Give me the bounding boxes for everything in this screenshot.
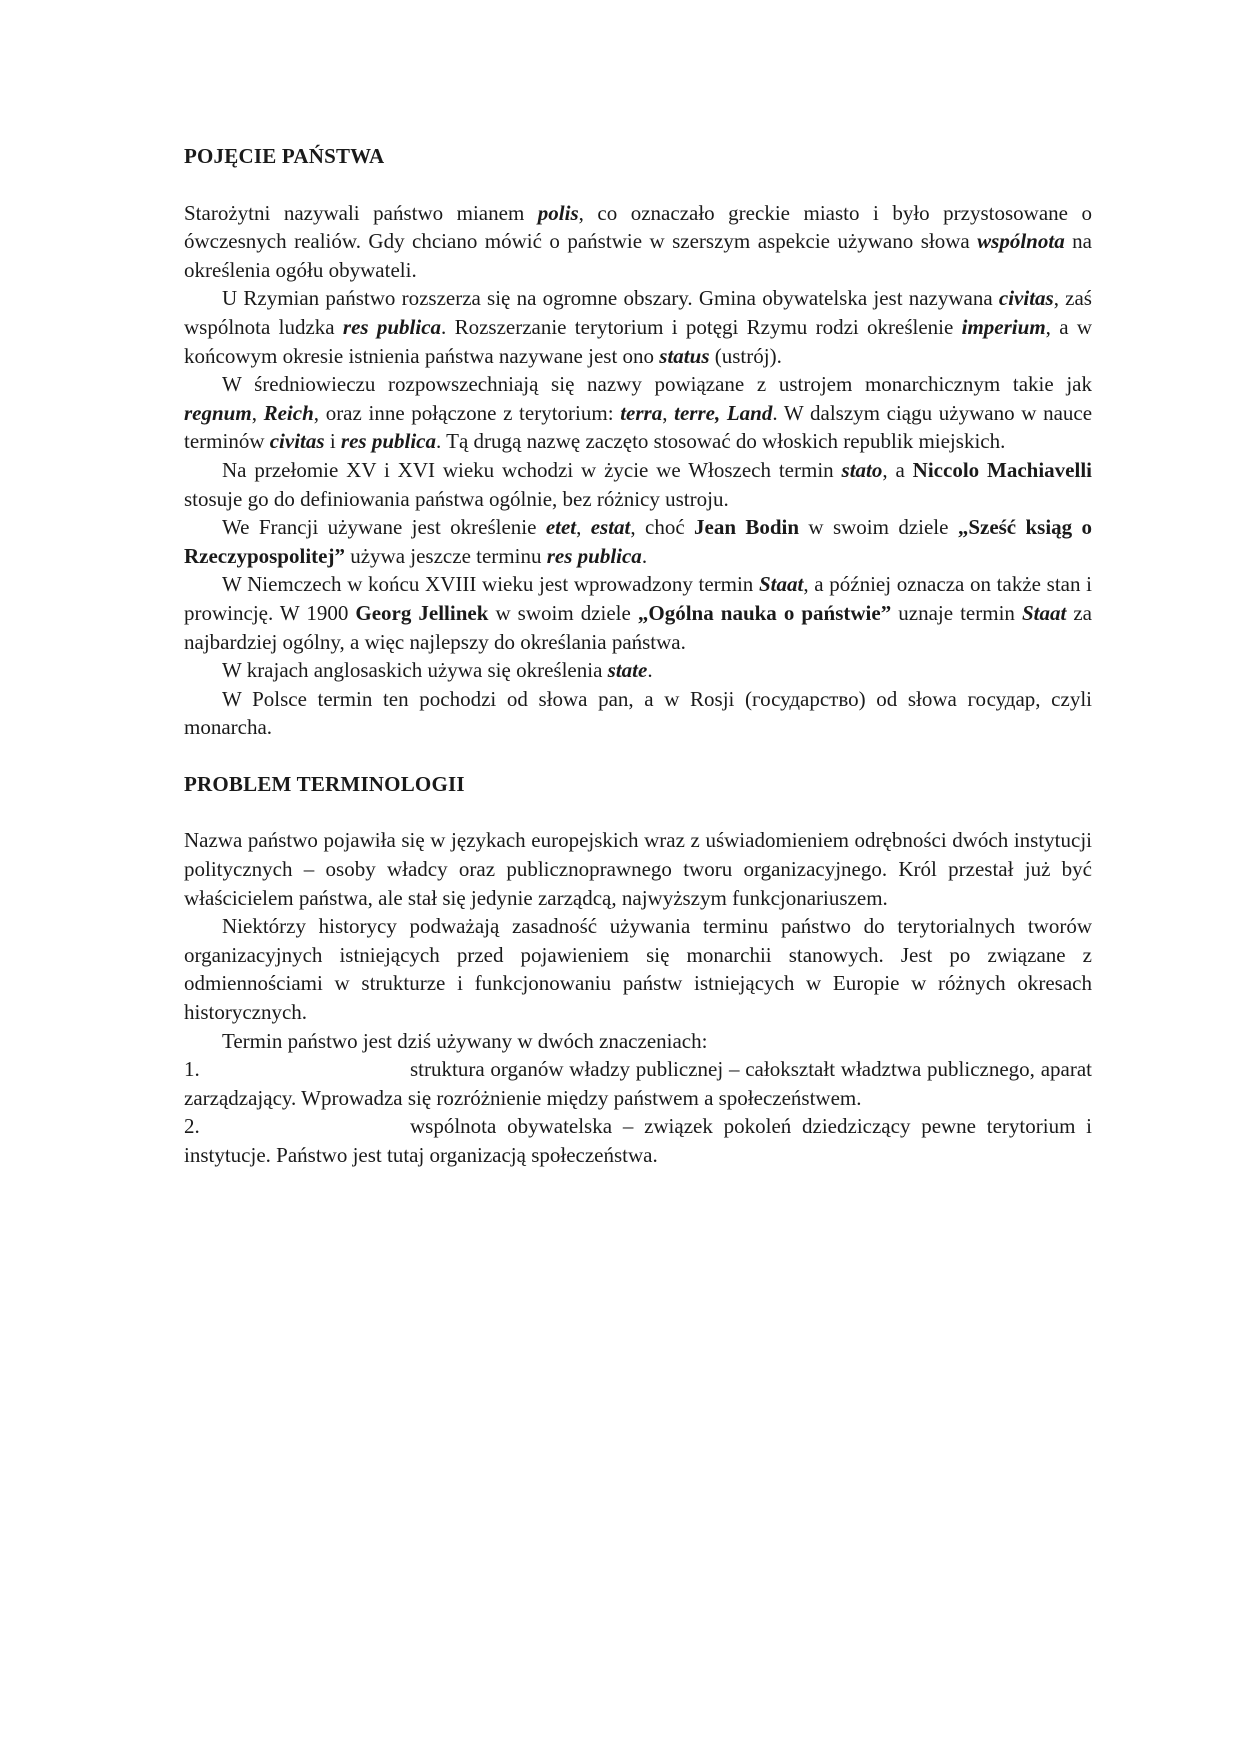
emphasized-term: regnum xyxy=(184,400,252,425)
paragraph xyxy=(184,570,1092,656)
text-run: . Rozszerzanie terytorium i potęgi Rzymu rodzi określenie xyxy=(441,314,962,339)
document-page xyxy=(184,142,1092,1170)
emphasized-term: stato xyxy=(841,457,883,482)
bold-name: Jean Bodin xyxy=(694,515,800,540)
emphasized-term: terra xyxy=(620,400,663,425)
list-item-text: struktura organów władzy publicznej – całokształt władztwa publicznego, aparat zarządzający. Wprowadza się rozróżnienie między państwem a społeczeństwem. xyxy=(184,1057,1092,1110)
emphasized-term: etet xyxy=(545,515,577,540)
heading-problem-terminologii: PROBLEM TERMINOLOGII xyxy=(184,771,465,796)
emphasized-term: civitas xyxy=(998,286,1054,311)
paragraph xyxy=(184,284,1092,370)
text-run: , oraz inne połączone z terytorium: xyxy=(313,400,621,425)
emphasized-term: res publica xyxy=(342,314,442,339)
list-number: 1. xyxy=(184,1057,200,1082)
text-run: , xyxy=(251,400,264,425)
emphasized-term: status xyxy=(659,343,710,368)
text-run: . xyxy=(647,658,653,683)
text-run: używa jeszcze terminu xyxy=(344,543,547,568)
text-run: na określenia ogółu obywateli. xyxy=(184,229,1092,282)
text-run: . Tą drugą nazwę zaczęto stosować do włoskich republik miejskich. xyxy=(436,429,1006,454)
text-run: Nazwa państwo pojawiła się w językach europejskich wraz z uświadomieniem odrębności dwóch instytucji politycznych – osoby władcy oraz publicznoprawnego tworu organizacyjnego. Król przestał już być właścicielem państwa, ale stał się jedynie zarządcą, najwyższym funkcjonariuszem. xyxy=(184,828,1092,910)
paragraph xyxy=(184,826,1092,912)
numbered-list-item xyxy=(184,1112,1092,1169)
paragraph xyxy=(184,370,1092,456)
emphasized-term: Reich xyxy=(263,400,314,425)
text-run: , a w końcowym okresie istnienia państwa nazywane jest ono xyxy=(184,314,1092,368)
text-run: , xyxy=(662,400,675,425)
bold-name: „Ogólna nauka o państwie” xyxy=(637,600,892,625)
text-run: , a xyxy=(882,457,913,482)
text-run: Na przełomie XV i XVI wieku wchodzi w życie we Włoszech termin xyxy=(222,457,842,482)
text-run: uznaje termin xyxy=(891,600,1022,625)
emphasized-term: civitas xyxy=(269,429,325,454)
text-run: Termin państwo jest dziś używany w dwóch znaczeniach: xyxy=(222,1028,708,1053)
list-item-text: wspólnota obywatelska – związek pokoleń dziedziczący pewne terytorium i instytucje. Państwo jest tutaj organizacją społeczeństwa. xyxy=(184,1114,1092,1167)
bold-name: Georg Jellinek xyxy=(355,600,489,625)
bold-name: Niccolo Machiavelli xyxy=(912,457,1092,482)
paragraph xyxy=(184,513,1092,570)
text-run: W krajach anglosaskich używa się określenia xyxy=(222,658,608,683)
paragraph xyxy=(184,685,1092,742)
paragraph xyxy=(184,656,1092,685)
bold-name: „Sześć ksiąg o Rzeczypospolitej” xyxy=(184,515,1093,568)
text-run: W Polsce termin ten pochodzi od słowa pan, a w Rosji (государство) od słowa государ, czyli monarcha. xyxy=(184,686,1092,740)
paragraph xyxy=(184,456,1092,513)
text-run: stosuje go do definiowania państwa ogólnie, bez różnicy ustroju. xyxy=(184,486,729,511)
emphasized-term: Staat xyxy=(758,572,804,597)
emphasized-term: res publica xyxy=(546,543,642,568)
text-run: w swoim dziele xyxy=(799,515,958,540)
text-run: Niektórzy historycy podważają zasadność używania terminu państwo do terytorialnych tworów organizacyjnych istniejących przed pojawieniem się monarchii stanowych. Jest po związane z odmiennościami w strukturze i funkcjonowaniu państw istniejących w Europie w różnych okresach historycznych. xyxy=(184,914,1092,1025)
text-run: W Niemczech w końcu XVIII wieku jest wprowadzony termin xyxy=(222,572,759,597)
emphasized-term: wspólnota xyxy=(977,229,1065,254)
text-run: U Rzymian państwo rozszerza się na ogromne obszary. Gmina obywatelska jest nazywana xyxy=(222,286,999,311)
emphasized-term: polis xyxy=(537,200,579,225)
text-run: , a później oznacza on także stan i prowincję. W 1900 xyxy=(184,572,1092,625)
emphasized-term: terre, Land xyxy=(674,400,773,425)
text-run: , zaś wspólnota ludzka xyxy=(184,286,1092,339)
text-run: . W dalszym ciągu używano w nauce terminów xyxy=(184,400,1093,454)
text-run: We Francji używane jest określenie xyxy=(222,515,546,540)
text-run: . xyxy=(641,543,648,568)
text-run: , xyxy=(576,515,591,540)
emphasized-term: res publica xyxy=(340,429,436,454)
numbered-list-item xyxy=(184,1055,1092,1112)
text-run: w swoim dziele xyxy=(488,600,638,625)
text-run: , choć xyxy=(630,515,695,540)
emphasized-term: imperium xyxy=(961,314,1046,339)
text-run: za najbardziej ogólny, a więc najlepszy do określania państwa. xyxy=(184,600,1092,654)
text-run: (ustrój). xyxy=(709,343,782,368)
text-run: W średniowieczu rozpowszechniają się nazwy powiązane z ustrojem monarchicznym takie jak xyxy=(222,372,1092,397)
paragraph xyxy=(184,912,1092,1026)
paragraph xyxy=(184,199,1092,285)
text-run: , co oznaczało greckie miasto i było przystosowane o ówczesnych realiów. Gdy chciano mówić o państwie w szerszym aspekcie używano słowa xyxy=(184,200,1092,254)
list-number: 2. xyxy=(184,1114,200,1139)
emphasized-term: state xyxy=(607,658,648,683)
text-run: Starożytni nazywali państwo mianem xyxy=(184,200,538,225)
emphasized-term: estat xyxy=(590,515,631,540)
paragraph xyxy=(184,1027,1092,1056)
emphasized-term: Staat xyxy=(1021,600,1067,625)
heading-pojecie-panstwa: POJĘCIE PAŃSTWA xyxy=(184,144,385,168)
text-run: i xyxy=(324,429,341,454)
